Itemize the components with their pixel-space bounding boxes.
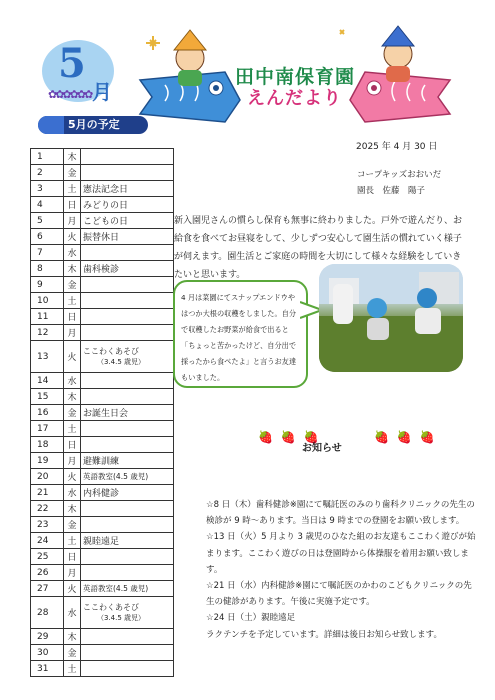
iris-flowers-icon: ✿✿✿✿✿✿ [48, 88, 92, 101]
calendar-day: 1 [31, 149, 64, 165]
calendar-event [81, 165, 174, 181]
calendar-row [31, 181, 174, 197]
calendar-weekday: 土 [64, 533, 81, 549]
calendar-day: 24 [31, 533, 64, 549]
calendar-weekday: 水 [64, 245, 81, 261]
calendar-event-label: 親睦遠足 [83, 537, 120, 547]
child-right-icon [382, 26, 414, 82]
calendar-event [81, 549, 174, 565]
calendar-day: 17 [31, 421, 64, 437]
calendar-day: 15 [31, 389, 64, 405]
calendar-row [31, 309, 174, 325]
calendar-day: 30 [31, 645, 64, 661]
calendar-day: 4 [31, 197, 64, 213]
calendar-day: 11 [31, 309, 64, 325]
calendar-weekday: 土 [64, 661, 81, 677]
organization-name: コープキッズおおいだ [357, 170, 442, 180]
calendar-weekday: 木 [64, 261, 81, 277]
calendar-weekday: 日 [64, 197, 81, 213]
newsletter-title: えんだより [247, 88, 342, 109]
calendar-row [31, 645, 174, 661]
calendar-day: 28 [31, 597, 64, 629]
sparkle-icon [146, 30, 344, 50]
calendar-row [31, 197, 174, 213]
calendar-row [31, 293, 174, 309]
calendar-row [31, 469, 174, 485]
calendar-day: 18 [31, 437, 64, 453]
calendar-day: 13 [31, 341, 64, 373]
calendar-event [81, 453, 174, 469]
calendar-row [31, 661, 174, 677]
calendar-event-label: お誕生日会 [83, 409, 129, 419]
calendar-row [31, 213, 174, 229]
calendar-event [81, 325, 174, 341]
calendar-weekday: 月 [64, 213, 81, 229]
principal-name: 園長 佐藤 陽子 [357, 186, 426, 196]
strawberry-decoration-icon: 🍓 🍓 🍓 🍓 🍓 🍓 [258, 430, 437, 444]
calendar-event [81, 597, 174, 629]
calendar-row [31, 437, 174, 453]
carp-icon [38, 116, 64, 134]
calendar-event [81, 629, 174, 645]
calendar-event-label: 歯科検診 [83, 265, 120, 275]
notice-item: ラクテンチを予定しています。詳細は後日お知らせ致します。 [206, 629, 442, 640]
calendar-weekday: 土 [64, 181, 81, 197]
calendar-weekday: 月 [64, 325, 81, 341]
calendar-day: 9 [31, 277, 64, 293]
calendar-row [31, 597, 174, 629]
calendar-row [31, 549, 174, 565]
schedule-label: 5月の予定 [38, 116, 148, 134]
calendar-weekday: 水 [64, 485, 81, 501]
calendar-row [31, 389, 174, 405]
calendar-event [81, 469, 174, 485]
calendar-event [81, 565, 174, 581]
calendar-weekday: 日 [64, 437, 81, 453]
school-name: 田中南保育園 [235, 66, 356, 88]
calendar-row [31, 261, 174, 277]
calendar-event [81, 277, 174, 293]
issue-date: 2025 年 4 月 30 日 [356, 142, 438, 152]
calendar-day: 19 [31, 453, 64, 469]
calendar-day: 14 [31, 373, 64, 389]
calendar-event-label: 英語教室(4.5 歳児) [83, 472, 149, 481]
calendar-weekday: 火 [64, 229, 81, 245]
calendar-row [31, 373, 174, 389]
calendar-event-label: 英語教室(4.5 歳児) [83, 584, 149, 593]
calendar-day: 29 [31, 629, 64, 645]
calendar-event [81, 389, 174, 405]
calendar-event [81, 149, 174, 165]
calendar-day: 25 [31, 549, 64, 565]
calendar-row [31, 325, 174, 341]
calendar-event-label: こどもの日 [83, 217, 129, 227]
calendar-row [31, 517, 174, 533]
calendar-event [81, 661, 174, 677]
calendar-day: 5 [31, 213, 64, 229]
calendar-event [81, 437, 174, 453]
notice-item: ☆8 日（木）歯科健診※園にて嘱託医のみのり歯科クリニックの先生の検診が 9 時～あります。当日は 9 時までの登園をお願い致します。 [206, 500, 475, 527]
child-left-icon [174, 30, 206, 86]
notice-item: ☆24 日（土）親睦遠足 [206, 613, 296, 624]
calendar-event-label: みどりの日 [83, 201, 129, 211]
calendar-event [81, 405, 174, 421]
notice-item: ☆13 日（火）5 月より 3 歳児のひなた組のお友達もここわく遊びが始まります。ここわく遊びの日は登園時から体操服を着用お願い致します。 [206, 532, 476, 575]
calendar-row [31, 277, 174, 293]
garden-photo [319, 264, 463, 372]
calendar-day: 27 [31, 581, 64, 597]
speech-bubble: 4 月は菜園にてスナップエンドウやはつか大根の収穫をしました。自分で収穫したお野菜が給食で出ると「ちょっと苦かったけど、自分出で採ったから食べたよ」と言うお友達もいました。 [173, 280, 308, 388]
calendar-weekday: 木 [64, 629, 81, 645]
calendar-day: 21 [31, 485, 64, 501]
calendar-day: 16 [31, 405, 64, 421]
calendar-weekday: 金 [64, 405, 81, 421]
calendar-row [31, 405, 174, 421]
calendar-event [81, 421, 174, 437]
calendar-day: 26 [31, 565, 64, 581]
calendar-day: 7 [31, 245, 64, 261]
calendar-day: 8 [31, 261, 64, 277]
calendar-event [81, 309, 174, 325]
calendar-event [81, 581, 174, 597]
calendar-row [31, 533, 174, 549]
calendar-event [81, 517, 174, 533]
calendar-event [81, 373, 174, 389]
calendar-day: 22 [31, 501, 64, 517]
calendar-weekday: 木 [64, 149, 81, 165]
calendar-row [31, 229, 174, 245]
calendar-weekday: 火 [64, 341, 81, 373]
calendar-day: 12 [31, 325, 64, 341]
calendar-row [31, 149, 174, 165]
calendar-event-label: 内科健診 [83, 489, 120, 499]
calendar-row [31, 565, 174, 581]
calendar-event [81, 341, 174, 373]
calendar-event [81, 213, 174, 229]
intro-paragraph: 新入園児さんの慣らし保育も無事に終わりました。戸外で遊んだり、お給食を食べてお昼寝をして、少しずつ安心して園生活の慣れていく様子が伺えます。園生活とご家庭の時間を大切にして様々な経験をしていきたいと思います。 [174, 216, 463, 280]
calendar-row [31, 165, 174, 181]
calendar-day: 20 [31, 469, 64, 485]
month-number: 5 [58, 40, 86, 87]
calendar-day: 23 [31, 517, 64, 533]
calendar-weekday: 金 [64, 165, 81, 181]
calendar-weekday: 金 [64, 517, 81, 533]
calendar-day: 2 [31, 165, 64, 181]
calendar-row [31, 453, 174, 469]
calendar-event-label: 憲法記念日 [83, 185, 129, 195]
calendar-event [81, 485, 174, 501]
notice-item: ☆21 日（水）内科健診※園にて嘱託医のかわのこどもクリニックの先生の健診があります。午後に実施予定です。 [206, 581, 472, 608]
calendar-event [81, 293, 174, 309]
calendar-event [81, 229, 174, 245]
calendar-weekday: 水 [64, 597, 81, 629]
calendar-row [31, 341, 174, 373]
calendar-weekday: 金 [64, 645, 81, 661]
calendar-weekday: 日 [64, 549, 81, 565]
calendar-weekday: 火 [64, 581, 81, 597]
calendar-event [81, 645, 174, 661]
calendar-row [31, 421, 174, 437]
calendar-event-label: ここわくあそび [83, 603, 139, 612]
calendar-day: 3 [31, 181, 64, 197]
calendar-weekday: 土 [64, 293, 81, 309]
calendar-day: 10 [31, 293, 64, 309]
calendar-weekday: 金 [64, 277, 81, 293]
calendar-event [81, 181, 174, 197]
calendar-event-label: 振替休日 [83, 233, 120, 243]
calendar-day: 6 [31, 229, 64, 245]
calendar-event-sub: （3.4.5 歳児） [97, 614, 146, 622]
calendar-event [81, 261, 174, 277]
calendar-event-sub: （3.4.5 歳児） [97, 358, 146, 366]
calendar-event [81, 533, 174, 549]
calendar-row [31, 485, 174, 501]
calendar-event [81, 501, 174, 517]
calendar-weekday: 土 [64, 421, 81, 437]
calendar-event-label: 避難訓練 [83, 457, 120, 467]
calendar-event [81, 245, 174, 261]
calendar-weekday: 月 [64, 565, 81, 581]
calendar-weekday: 日 [64, 309, 81, 325]
calendar-day: 31 [31, 661, 64, 677]
calendar-weekday: 月 [64, 453, 81, 469]
calendar-weekday: 木 [64, 389, 81, 405]
notice-title: お知らせ [302, 443, 342, 454]
calendar-table [30, 148, 174, 677]
calendar-weekday: 木 [64, 501, 81, 517]
calendar-row [31, 629, 174, 645]
notice-list [206, 497, 476, 643]
calendar-event [81, 197, 174, 213]
calendar-row [31, 245, 174, 261]
calendar-weekday: 火 [64, 469, 81, 485]
calendar-row [31, 501, 174, 517]
calendar-row [31, 581, 174, 597]
calendar-weekday: 水 [64, 373, 81, 389]
month-kanji: 月 [92, 80, 112, 104]
calendar-event-label: ここわくあそび [83, 347, 139, 356]
